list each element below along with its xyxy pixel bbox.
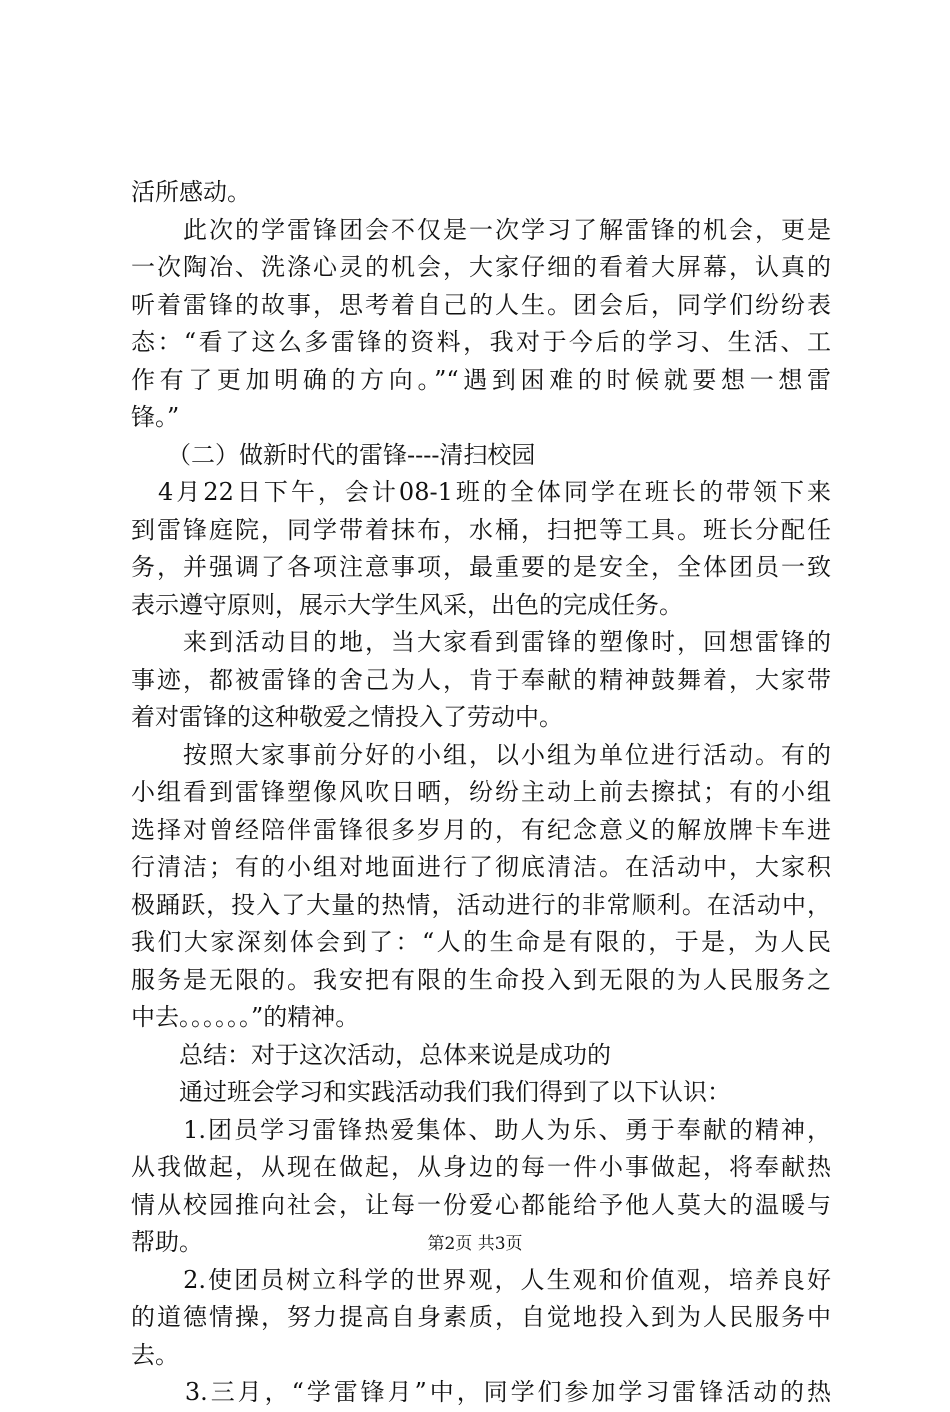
summary-line: 总结：对于这次活动，总体来说是成功的 <box>131 1040 611 1069</box>
text-line: 选择对曾经陪伴雷锋很多岁月的，有纪念意义的解放牌卡车进 <box>131 815 831 844</box>
text-line: 去。 <box>131 1340 179 1369</box>
text-line: 表示遵守原则，展示大学生风采，出色的完成任务。 <box>131 590 683 619</box>
text-line: 事迹，都被雷锋的舍己为人，肯于奉献的精神鼓舞着，大家带 <box>131 665 831 694</box>
text-line: 的道德情操，努力提高自身素质，自觉地投入到为人民服务中 <box>131 1303 831 1331</box>
text-line: 小组看到雷锋塑像风吹日晒，纷纷主动上前去擦拭；有的小组 <box>131 778 831 806</box>
section-heading: （二）做新时代的雷锋----清扫校园 <box>131 440 536 469</box>
text-line: 作有了更加明确的方向。”“遇到困难的时候就要想一想雷 <box>131 365 831 394</box>
text-line: 锋。” <box>131 403 180 431</box>
text-line: 行清洁；有的小组对地面进行了彻底清洁。在活动中，大家积 <box>131 853 831 881</box>
text-line: 服务是无限的。我安把有限的生命投入到无限的为人民服务之 <box>131 965 831 994</box>
text-line: 来到活动目的地，当大家看到雷锋的塑像时，回想雷锋的 <box>131 628 831 656</box>
list-item-1: 1.团员学习雷锋热爱集体、助人为乐、勇于奉献的精神， <box>131 1115 831 1144</box>
text-line: 帮助。 <box>131 1228 203 1256</box>
text-line: 通过班会学习和实践活动我们我们得到了以下认识： <box>131 1078 731 1106</box>
text-line: 务，并强调了各项注意事项，最重要的是安全，全体团员一致 <box>131 553 831 581</box>
text-line: 听着雷锋的故事，思考着自己的人生。团会后，同学们纷纷表 <box>131 290 831 319</box>
text-line: 此次的学雷锋团会不仅是一次学习了解雷锋的机会，更是 <box>131 215 831 244</box>
text-line: 极踊跃，投入了大量的热情，活动进行的非常顺利。在活动中， <box>131 890 831 919</box>
text-line: 活所感动。 <box>131 178 251 206</box>
page-footer: 第2页 共3页 <box>427 1234 523 1254</box>
text-line: 态：“看了这么多雷锋的资料，我对于今后的学习、生活、工 <box>131 328 831 356</box>
text-line: 从我做起，从现在做起，从身边的每一件小事做起，将奉献热 <box>131 1153 831 1181</box>
list-item-2: 2.使团员树立科学的世界观，人生观和价值观，培养良好 <box>131 1265 831 1294</box>
text-line: 按照大家事前分好的小组，以小组为单位进行活动。有的 <box>131 740 831 769</box>
text-line: 中去。。。。。。”的精神。 <box>131 1003 360 1031</box>
text-line: 情从校园推向社会，让每一份爱心都能给予他人莫大的温暖与 <box>131 1190 831 1219</box>
text-line: 我们大家深刻体会到了：“人的生命是有限的，于是，为人民 <box>131 928 831 956</box>
text-line: 着对雷锋的这种敬爱之情投入了劳动中。 <box>131 703 563 731</box>
list-item-3: 3.三月，“学雷锋月”中，同学们参加学习雷锋活动的热 <box>131 1378 831 1406</box>
text-line: 4月22日下午，会计08-1班的全体同学在班长的带领下来 <box>131 478 831 506</box>
text-line: 到雷锋庭院，同学带着抹布，水桶，扫把等工具。班长分配任 <box>131 515 831 544</box>
document-body <box>131 174 831 1412</box>
text-line: 一次陶冶、洗涤心灵的机会，大家仔细的看着大屏幕，认真的 <box>131 253 831 281</box>
